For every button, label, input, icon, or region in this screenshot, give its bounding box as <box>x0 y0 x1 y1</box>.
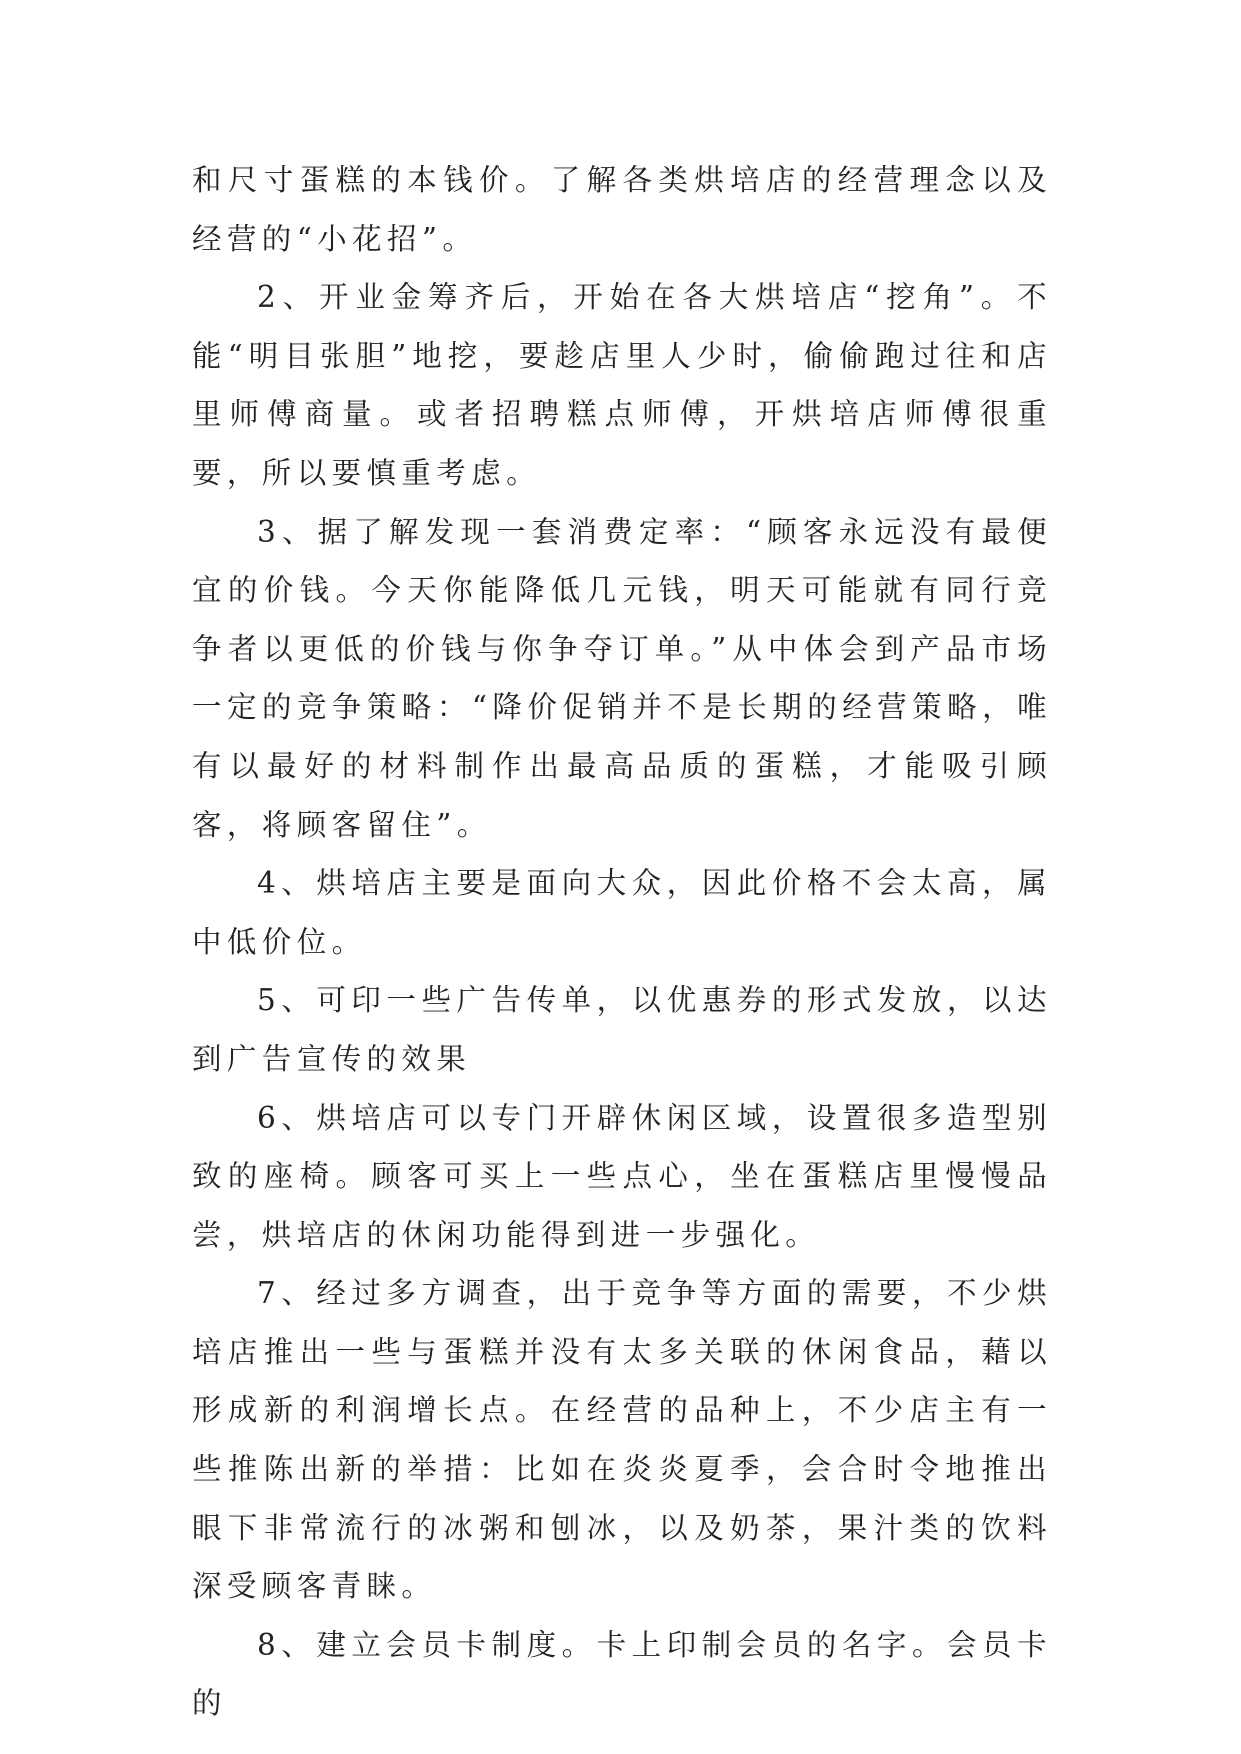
paragraph-4: 4、烘培店主要是面向大众，因此价格不会太高，属中低价位。 <box>192 866 1052 959</box>
paragraph-6: 6、烘培店可以专门开辟休闲区域，设置很多造型别致的座椅。顾客可买上一些点心，坐在蛋糕店里慢慢品尝，烘培店的休闲功能得到进一步强化。 <box>192 1100 1052 1252</box>
paragraph-8: 8、建立会员卡制度。卡上印制会员的名字。会员卡的 <box>192 1627 1052 1721</box>
paragraph-3: 3、据了解发现一套消费定率：“顾客永远没有最便宜的价钱。今天你能降低几元钱，明天可能就有同行竞争者以更低的价钱与你争夺订单。”从中体会到产品市场一定的竞争策略：“降价促销并不是长期的经营策略，唯有以最好的材料制作出最高品质的蛋糕，才能吸引顾客，将顾客留住”。 <box>192 514 1052 842</box>
paragraph-2: 2、开业金筹齐后，开始在各大烘培店“挖角”。不能“明目张胆”地挖，要趁店里人少时，偷偷跑过往和店里师傅商量。或者招聘糕点师傅，开烘培店师傅很重要，所以要慎重考虑。 <box>192 280 1052 490</box>
paragraph-7: 7、经过多方调查，出于竞争等方面的需要，不少烘培店推出一些与蛋糕并没有太多关联的休闲食品，藉以形成新的利润增长点。在经营的品种上，不少店主有一些推陈出新的举措：比如在炎炎夏季，会合时令地推出眼下非常流行的冰粥和刨冰，以及奶茶，果汁类的饮料深受顾客青睐。 <box>192 1276 1052 1604</box>
paragraph-intro: 和尺寸蛋糕的本钱价。了解各类烘培店的经营理念以及经营的“小花招”。 <box>192 163 1052 256</box>
paragraph-5: 5、可印一些广告传单，以优惠券的形式发放，以达到广告宣传的效果 <box>192 983 1052 1076</box>
document-page <box>192 151 1052 1733</box>
